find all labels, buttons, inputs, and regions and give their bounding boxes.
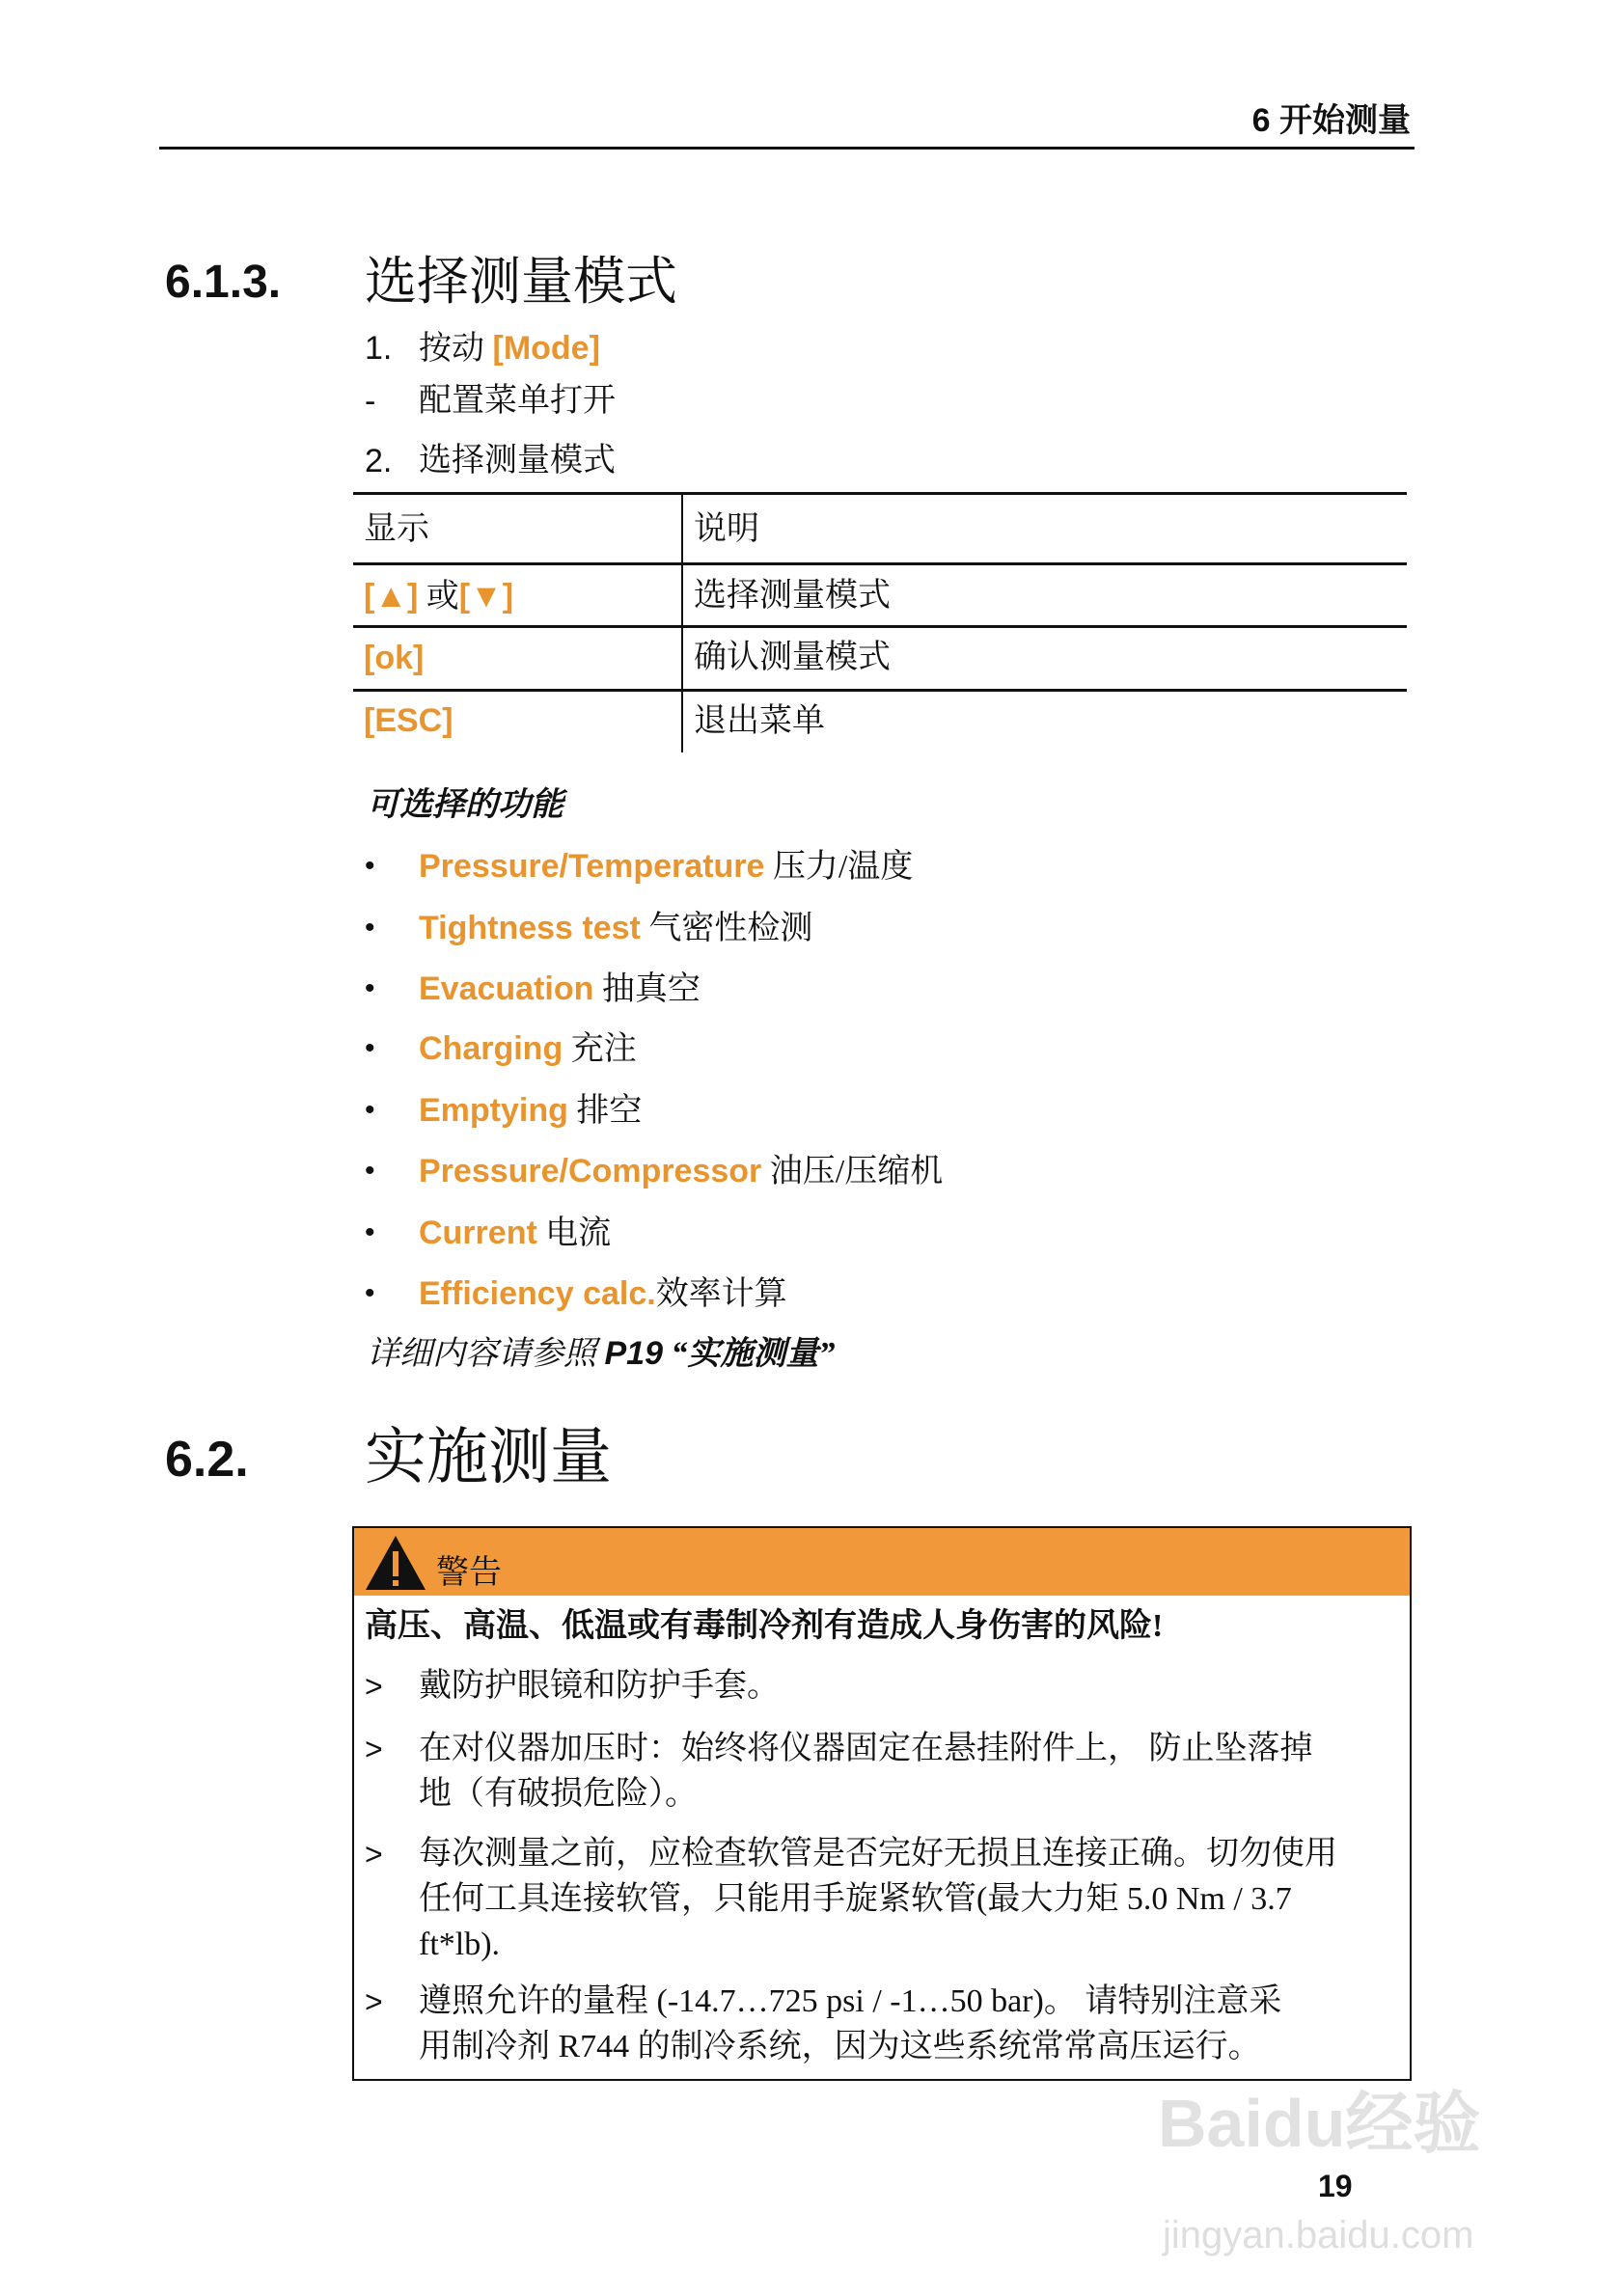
function-zh: 效率计算 bbox=[655, 1276, 787, 1312]
function-item bbox=[419, 970, 701, 1008]
function-name: Tightness test bbox=[419, 910, 641, 946]
table-header: 说明 bbox=[694, 511, 759, 547]
warning-item-line: 遵照允许的量程 (-14.7…725 psi / -1…50 bar)。 请特别注意采 bbox=[419, 1983, 1282, 2019]
reference-note bbox=[367, 1335, 836, 1373]
table-header: 显示 bbox=[364, 511, 429, 547]
warning-item-line: 地（有破损危险）。 bbox=[419, 1776, 698, 1812]
section-number: 6.2. bbox=[165, 1432, 249, 1488]
function-name: Emptying bbox=[419, 1092, 568, 1129]
table-cell-desc: 选择测量模式 bbox=[694, 578, 891, 614]
up-key: [▲] bbox=[364, 578, 419, 615]
warning-bar bbox=[354, 1528, 1410, 1596]
table-rule bbox=[353, 689, 1407, 692]
reference-prefix: 详细内容请参照 bbox=[367, 1336, 605, 1372]
warning-headline: 高压、高温、低温或有毒制冷剂有造成人身伤害的风险! bbox=[365, 1608, 1164, 1644]
function-zh: 排空 bbox=[567, 1093, 643, 1129]
warning-item-line: 用制冷剂 R744 的制冷系统，因为这些系统常常高压运行。 bbox=[419, 2029, 1261, 2064]
function-zh: 气密性检测 bbox=[640, 911, 813, 946]
step-text bbox=[419, 330, 600, 368]
warning-triangle-icon bbox=[364, 1534, 427, 1592]
step-text: 配置菜单打开 bbox=[419, 383, 616, 419]
section-title: 选择测量模式 bbox=[365, 253, 677, 311]
function-item bbox=[419, 1215, 611, 1252]
bullet-icon: • bbox=[365, 1277, 375, 1309]
table-column-divider bbox=[681, 492, 683, 752]
bullet-icon: • bbox=[365, 850, 375, 882]
baidu-watermark: Baidu经验 bbox=[1158, 2086, 1481, 2161]
functions-heading: 可选择的功能 bbox=[367, 787, 563, 823]
bullet-icon: • bbox=[365, 1155, 375, 1187]
chapter-header: 6 开始测量 bbox=[1251, 102, 1411, 139]
function-name: Charging bbox=[419, 1030, 563, 1067]
bullet-icon: • bbox=[365, 1032, 375, 1064]
reference-page: P19 bbox=[604, 1335, 663, 1372]
mode-key: [Mode] bbox=[492, 330, 600, 367]
warning-item-line: 在对仪器加压时：始终将仪器固定在悬挂附件上， 防止坠落掉 bbox=[419, 1731, 1313, 1766]
table-cell-desc: 退出菜单 bbox=[694, 703, 825, 739]
function-name: Current bbox=[419, 1215, 537, 1251]
step-marker: 1. bbox=[365, 330, 393, 367]
function-item bbox=[419, 1275, 787, 1313]
function-item bbox=[419, 1153, 943, 1190]
function-zh: 抽真空 bbox=[593, 971, 701, 1007]
down-key: [▼] bbox=[458, 578, 514, 615]
esc-key: [ESC] bbox=[364, 702, 453, 739]
function-zh: 电流 bbox=[536, 1216, 612, 1251]
watermark-url: jingyan.baidu.com bbox=[1163, 2214, 1474, 2256]
step-marker: 2. bbox=[365, 443, 393, 479]
warning-item-line: ft*lb). bbox=[419, 1927, 501, 1962]
warning-item-line: 任何工具连接软管，只能用手旋紧软管(最大力矩 5.0 Nm / 3.7 bbox=[419, 1881, 1292, 1917]
function-item bbox=[419, 1092, 642, 1130]
header-rule bbox=[159, 147, 1415, 150]
arrow-marker: > bbox=[365, 1837, 383, 1872]
bullet-icon: • bbox=[365, 912, 375, 943]
function-item bbox=[419, 1030, 637, 1068]
step-text: 选择测量模式 bbox=[419, 443, 616, 478]
warning-item-line: 每次测量之前，应检查软管是否完好无损且连接正确。切勿使用 bbox=[419, 1836, 1337, 1872]
function-name: Efficiency calc. bbox=[419, 1275, 656, 1312]
bullet-icon: • bbox=[365, 1094, 375, 1126]
bullet-icon: • bbox=[365, 1216, 375, 1248]
table-rule bbox=[353, 562, 1407, 565]
table-cell-desc: 确认测量模式 bbox=[694, 640, 891, 675]
warning-item-line: 戴防护眼镜和防护手套。 bbox=[419, 1668, 780, 1704]
step-marker: - bbox=[365, 383, 376, 420]
section-title: 实施测量 bbox=[365, 1423, 612, 1491]
page-number: 19 bbox=[1318, 2169, 1353, 2203]
function-name: Evacuation bbox=[419, 970, 594, 1007]
function-item bbox=[419, 910, 812, 947]
function-item bbox=[419, 848, 913, 886]
bullet-icon: • bbox=[365, 972, 375, 1004]
function-zh: 压力/温度 bbox=[764, 849, 914, 885]
function-zh: 充注 bbox=[563, 1031, 637, 1067]
table-rule bbox=[353, 625, 1407, 628]
or-text: 或 bbox=[418, 579, 459, 615]
arrow-marker: > bbox=[365, 1984, 383, 2019]
function-name: Pressure/Compressor bbox=[419, 1153, 762, 1189]
function-name: Pressure/Temperature bbox=[419, 848, 765, 885]
arrow-marker: > bbox=[365, 1669, 383, 1704]
step-label: 按动 bbox=[419, 331, 493, 367]
function-zh: 油压/压缩机 bbox=[761, 1154, 944, 1189]
ok-key: [ok] bbox=[364, 640, 425, 676]
section-number: 6.1.3. bbox=[165, 257, 282, 308]
arrow-marker: > bbox=[365, 1732, 383, 1766]
warning-label: 警告 bbox=[436, 1555, 502, 1591]
table-cell-key bbox=[364, 578, 513, 615]
reference-target: “实施测量” bbox=[663, 1336, 836, 1372]
table-rule bbox=[353, 492, 1407, 495]
